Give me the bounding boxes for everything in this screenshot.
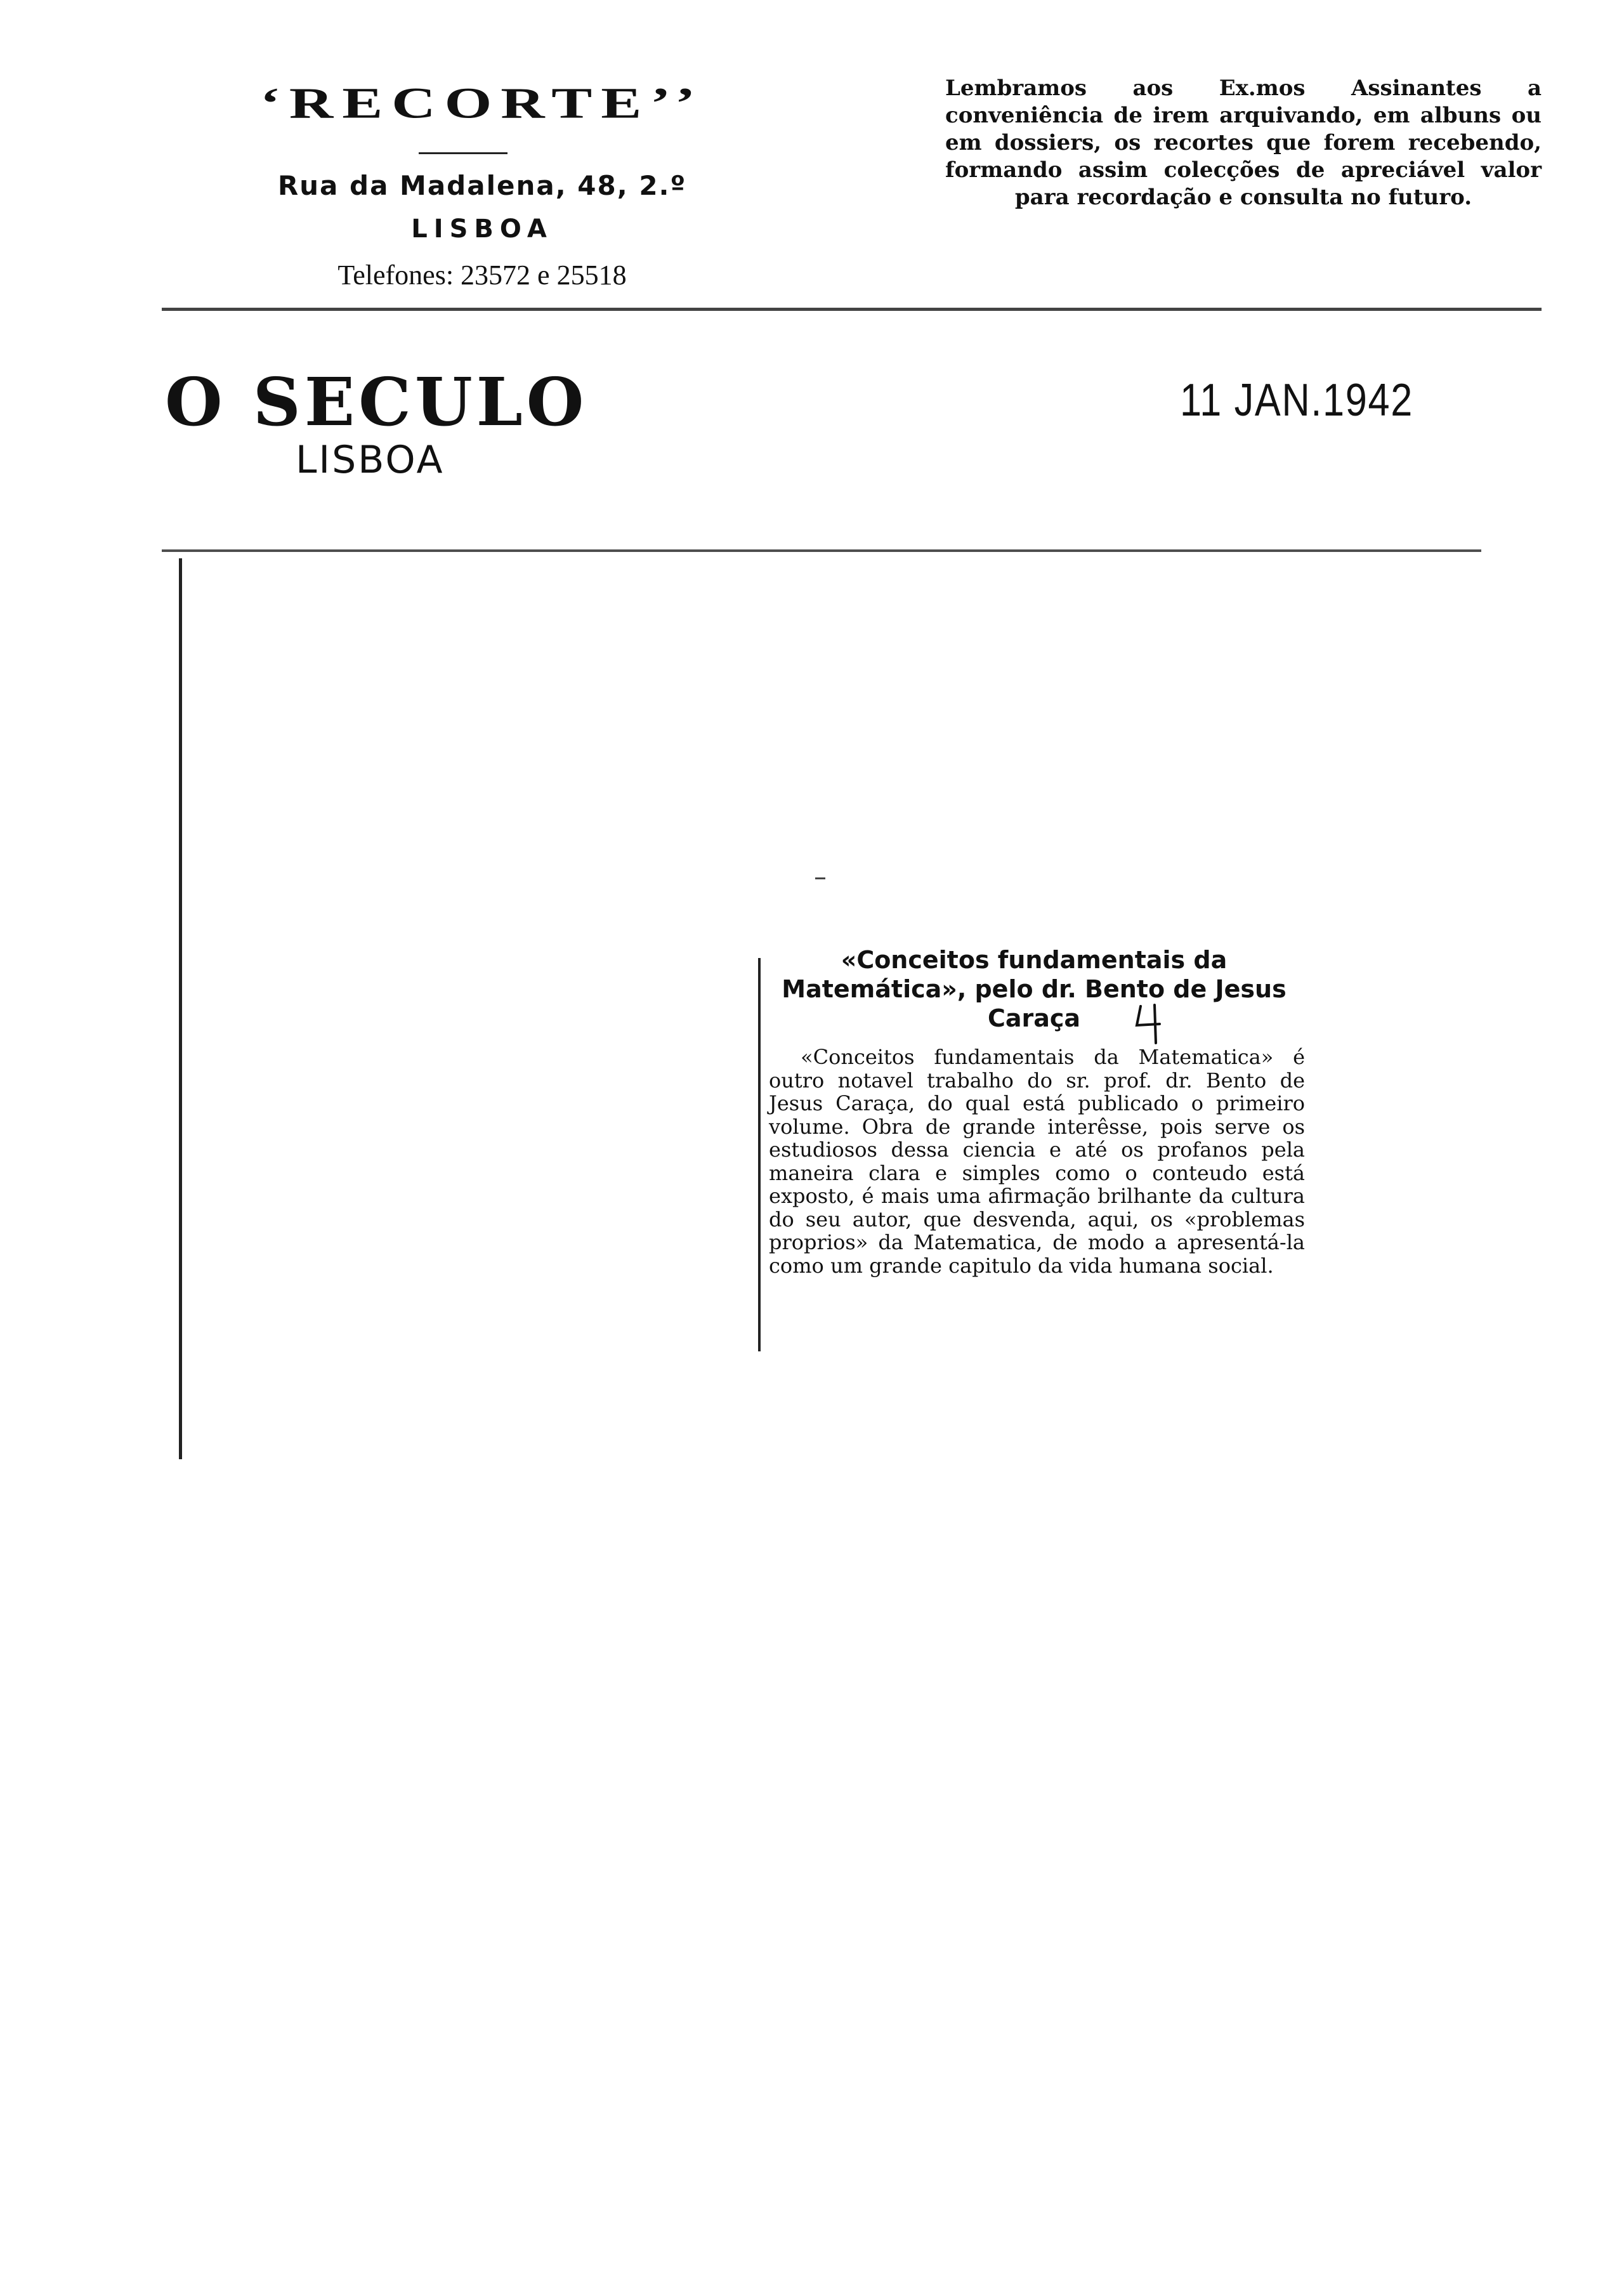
clipping-border <box>758 958 761 1351</box>
date-stamp: 11 JAN.1942 <box>1180 375 1414 426</box>
handwritten-mark-icon <box>1129 1001 1174 1046</box>
agency-name: ‘RECORTE’’ <box>259 78 705 128</box>
agency-phones: Telefones: 23572 e 25518 <box>337 259 627 291</box>
newspaper-name: O SECULO <box>165 363 588 441</box>
newspaper-city: LISBOA <box>296 438 445 482</box>
header-divider <box>162 308 1542 311</box>
subscriber-notice: Lembramos aos Ex.mos Assinantes a conveniência de irem arquivando, em albuns ou em dossiers, os recortes que forem recebendo, formando assim colecções de apreciável valor para recordação e consulta no futuro. <box>945 75 1542 210</box>
agency-divider <box>419 152 508 154</box>
agency-address: Rua da Madalena, 48, 2.º <box>277 170 687 201</box>
margin-line <box>179 558 182 1459</box>
tick-mark <box>815 877 825 879</box>
section-divider <box>162 549 1481 552</box>
clipping-paragraph: «Conceitos fundamentais da Matematica» é outro notavel trabalho do sr. prof. dr. Bento de Jesus Caraça, do qual está publicado o primeiro volume. Obra de grande interêsse, pois serve os estudiosos dessa ciencia e até os profanos pela maneira clara e simples como o conteudo está exposto, é mais uma afirmação brilhante da cultura do seu autor, que desvenda, aqui, os «problemas proprios» da Matematica, de modo a apresentá-la como um grande capitulo da vida humana social. <box>769 1045 1305 1278</box>
clipping-body <box>769 1046 1305 1277</box>
agency-city: LISBOA <box>411 214 553 244</box>
clipping-headline: «Conceitos fundamentais da Matemática», pelo dr. Bento de Jesus Caraça <box>782 946 1287 1032</box>
